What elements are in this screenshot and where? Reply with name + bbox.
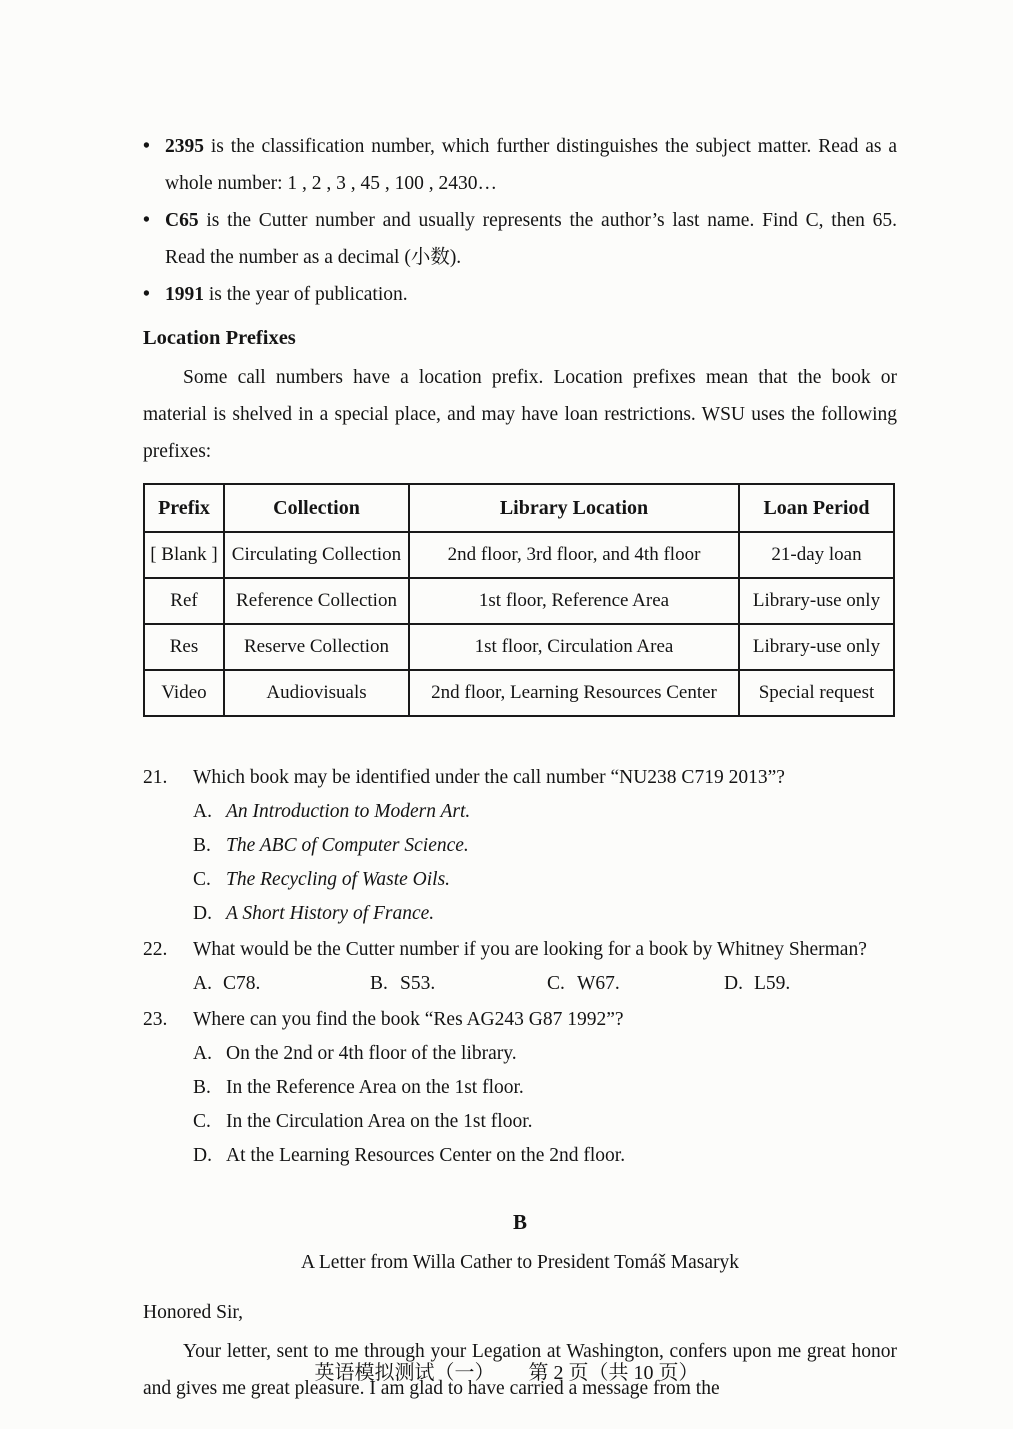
question-23-option-b bbox=[193, 1071, 897, 1105]
question-23-option-c bbox=[193, 1105, 897, 1139]
question-22 bbox=[143, 933, 897, 967]
question-23 bbox=[143, 1003, 897, 1037]
table-cell: Ref bbox=[144, 578, 224, 624]
question-21-option-b bbox=[193, 829, 897, 863]
question-21-option-d bbox=[193, 897, 897, 931]
bullet-lead: 1991 bbox=[165, 284, 204, 305]
question-number: 22. bbox=[143, 939, 168, 960]
table-cell: Special request bbox=[739, 670, 894, 716]
header-collection: Collection bbox=[224, 484, 409, 532]
question-number: 21. bbox=[143, 767, 168, 788]
option-label: B. bbox=[193, 835, 211, 856]
question-text: Where can you find the book “Res AG243 G87 1992”? bbox=[193, 1009, 624, 1030]
table-cell: Video bbox=[144, 670, 224, 716]
bullet-text bbox=[165, 202, 897, 276]
bullet-item-year bbox=[143, 276, 897, 313]
bullet-item-cutter bbox=[143, 202, 897, 276]
option-text: At the Learning Resources Center on the 2nd floor. bbox=[226, 1145, 626, 1166]
option-label: B. bbox=[193, 1077, 211, 1098]
table-cell: 2nd floor, Learning Resources Center bbox=[409, 670, 739, 716]
footer-exam-title: 英语模拟测试（一） bbox=[314, 1362, 495, 1384]
option-label: D. bbox=[724, 973, 743, 994]
question-22-option-a bbox=[193, 967, 370, 1001]
table-cell: Res bbox=[144, 624, 224, 670]
table-cell: 1st floor, Circulation Area bbox=[409, 624, 739, 670]
section-b-title: A Letter from Willa Cather to President Tomáš Masaryk bbox=[301, 1252, 739, 1273]
bullet-text bbox=[165, 276, 897, 313]
table-cell: 21-day loan bbox=[739, 532, 894, 578]
question-23-option-d bbox=[193, 1139, 897, 1173]
page-footer bbox=[0, 1356, 1013, 1385]
table-row bbox=[144, 624, 894, 670]
section-b-label: B bbox=[512, 1210, 527, 1234]
table-cell: Library-use only bbox=[739, 578, 894, 624]
page-content bbox=[143, 128, 897, 1407]
option-label: B. bbox=[370, 973, 388, 994]
table-cell: Library-use only bbox=[739, 624, 894, 670]
question-21 bbox=[143, 761, 897, 795]
option-label: C. bbox=[547, 973, 565, 994]
table-cell: [ Blank ] bbox=[144, 532, 224, 578]
option-text: In the Circulation Area on the 1st floor. bbox=[226, 1111, 533, 1132]
option-label: A. bbox=[193, 973, 212, 994]
bullet-text bbox=[165, 128, 897, 202]
intro-paragraph: Some call numbers have a location prefix. Location prefixes mean that the book or material is shelved in a special place, and may have loan restrictions. WSU uses the following prefixes: bbox=[143, 367, 897, 462]
table-row bbox=[144, 532, 894, 578]
bullet-icon: • bbox=[143, 136, 150, 157]
bullet-icon: • bbox=[143, 284, 150, 305]
table-cell: Audiovisuals bbox=[224, 670, 409, 716]
bullet-lead: 2395 bbox=[165, 136, 204, 157]
prefix-table bbox=[143, 483, 895, 717]
table-row bbox=[144, 670, 894, 716]
question-22-options bbox=[193, 967, 897, 1001]
bullet-lead: C65 bbox=[165, 210, 199, 231]
option-text: C78. bbox=[223, 973, 261, 994]
question-21-option-c bbox=[193, 863, 897, 897]
option-label: A. bbox=[193, 1043, 212, 1064]
question-number: 23. bbox=[143, 1009, 168, 1030]
question-23-option-a bbox=[193, 1037, 897, 1071]
question-text: Which book may be identified under the call number “NU238 C719 2013”? bbox=[193, 767, 785, 788]
bullet-icon: • bbox=[143, 210, 150, 231]
option-text: A Short History of France. bbox=[226, 903, 435, 924]
letter-paragraph: Your letter, sent to me through your Legation at Washington, confers upon me great honor and gives me great pleasure. I am glad to have carried a message from the bbox=[143, 1341, 897, 1399]
question-22-option-b bbox=[370, 967, 547, 1001]
bullet-item-classification bbox=[143, 128, 897, 202]
question-21-option-a bbox=[193, 795, 897, 829]
option-label: D. bbox=[193, 1145, 212, 1166]
letter-salutation: Honored Sir, bbox=[143, 1302, 243, 1323]
question-text: What would be the Cutter number if you are looking for a book by Whitney Sherman? bbox=[193, 939, 867, 960]
header-loan-period: Loan Period bbox=[739, 484, 894, 532]
option-text: The Recycling of Waste Oils. bbox=[226, 869, 451, 890]
table-cell: 1st floor, Reference Area bbox=[409, 578, 739, 624]
option-label: D. bbox=[193, 903, 212, 924]
option-label: C. bbox=[193, 869, 211, 890]
option-text: S53. bbox=[400, 973, 436, 994]
option-text: An Introduction to Modern Art. bbox=[226, 801, 471, 822]
option-text: In the Reference Area on the 1st floor. bbox=[226, 1077, 524, 1098]
bullet-rest: is the year of publication. bbox=[208, 284, 408, 305]
question-22-option-c bbox=[547, 967, 724, 1001]
footer-page-number: 第 2 页（共 10 页） bbox=[528, 1362, 699, 1384]
section-heading-location-prefixes: Location Prefixes bbox=[143, 327, 296, 349]
table-row bbox=[144, 578, 894, 624]
bullet-rest: is the classification number, which further distinguishes the subject matter. Read as a whole number: 1 , 2 , 3 , 45 , 100 , 2430… bbox=[165, 136, 897, 194]
option-text: The ABC of Computer Science. bbox=[226, 835, 469, 856]
table-cell: Reserve Collection bbox=[224, 624, 409, 670]
option-text: L59. bbox=[754, 973, 791, 994]
table-cell: 2nd floor, 3rd floor, and 4th floor bbox=[409, 532, 739, 578]
questions-block bbox=[143, 761, 897, 1173]
option-text: W67. bbox=[577, 973, 620, 994]
question-22-option-d bbox=[724, 967, 790, 1001]
option-label: C. bbox=[193, 1111, 211, 1132]
header-library-location: Library Location bbox=[409, 484, 739, 532]
table-cell: Circulating Collection bbox=[224, 532, 409, 578]
option-label: A. bbox=[193, 801, 212, 822]
bullet-rest: is the Cutter number and usually represents the author’s last name. Find C, then 65. Read the number as a decimal (小数). bbox=[165, 210, 898, 268]
header-prefix: Prefix bbox=[144, 484, 224, 532]
table-cell: Reference Collection bbox=[224, 578, 409, 624]
table-header-row bbox=[144, 484, 894, 532]
option-text: On the 2nd or 4th floor of the library. bbox=[226, 1043, 517, 1064]
